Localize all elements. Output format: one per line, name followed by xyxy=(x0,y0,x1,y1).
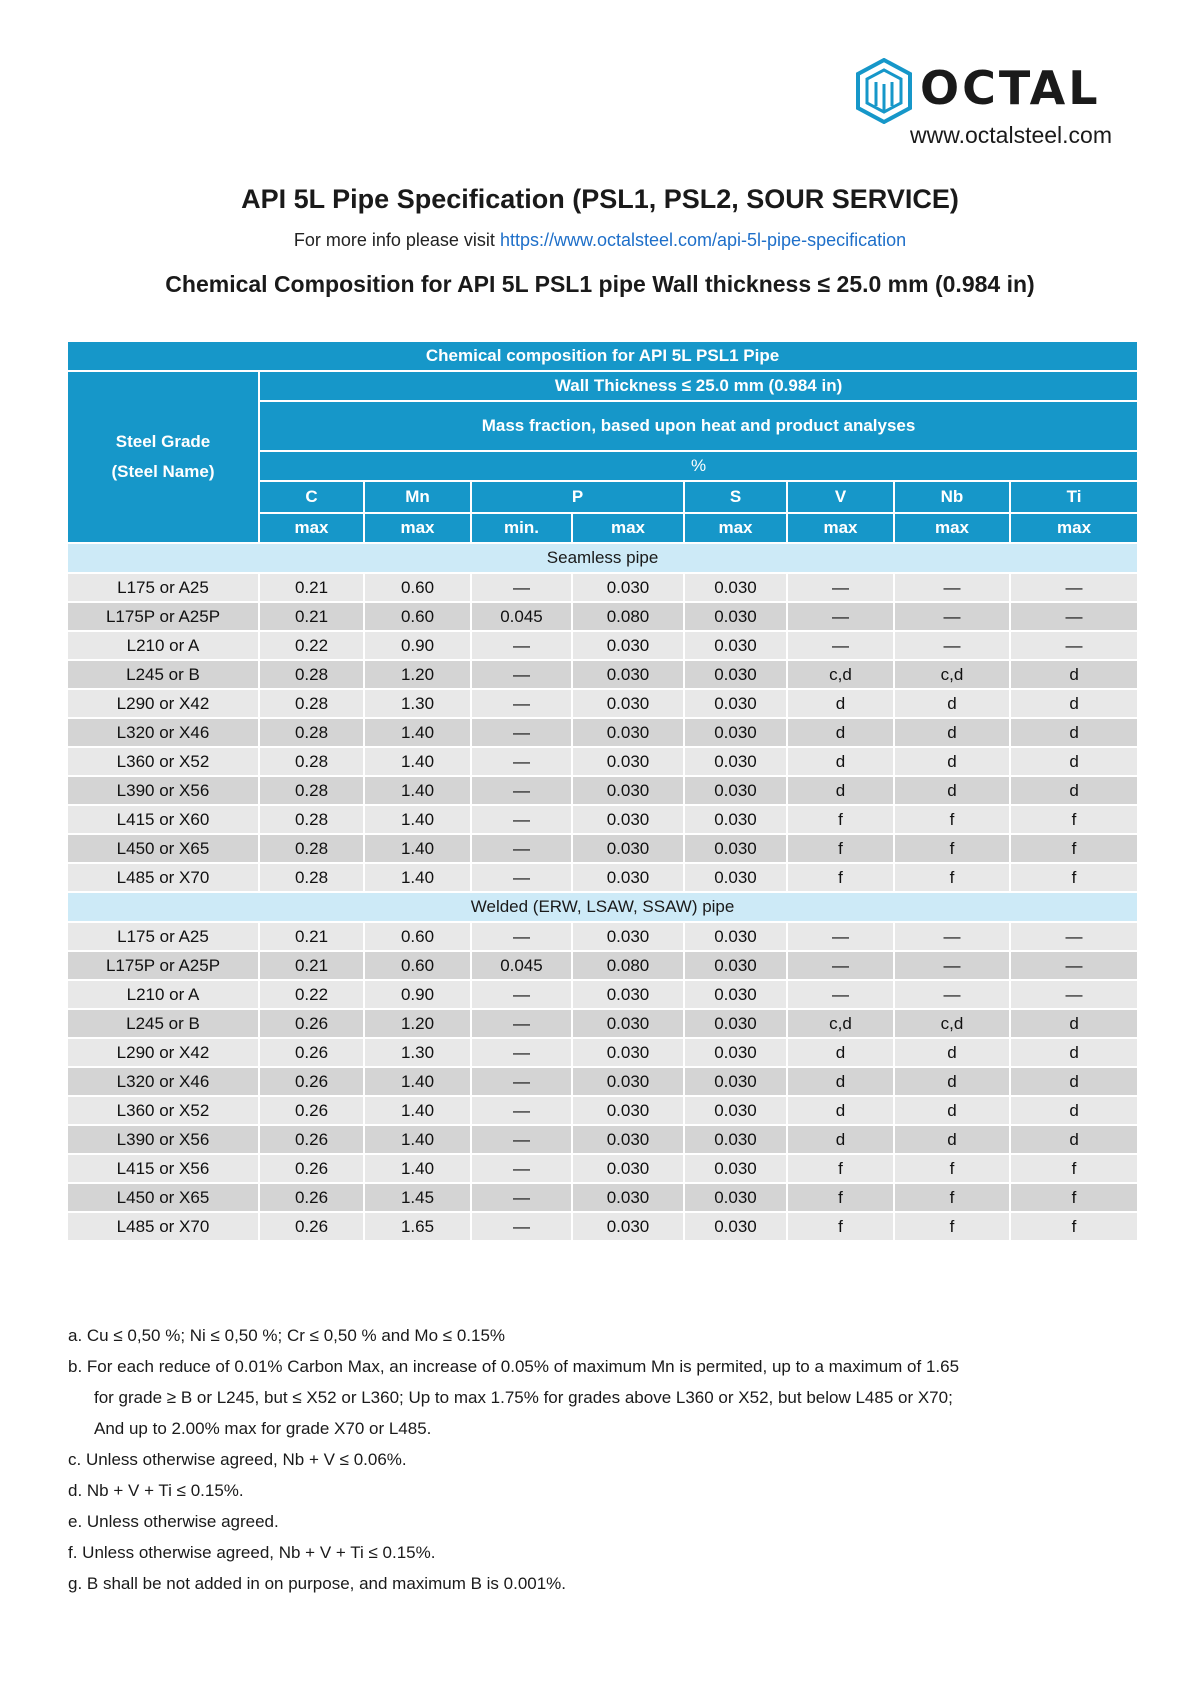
composition-cell: 0.030 xyxy=(684,602,787,631)
page-subtitle: Chemical Composition for API 5L PSL1 pipe Wall thickness ≤ 25.0 mm (0.984 in) xyxy=(165,271,1035,297)
table-row xyxy=(67,689,1138,718)
footnote xyxy=(68,1568,1148,1599)
steel-grade-cell: L175P or A25P xyxy=(67,951,259,980)
composition-cell: 0.030 xyxy=(684,689,787,718)
website-url[interactable]: www.octalsteel.com xyxy=(910,122,1112,148)
composition-cell: d xyxy=(894,1125,1010,1154)
composition-cell: 0.60 xyxy=(364,602,471,631)
composition-cell: d xyxy=(894,1096,1010,1125)
composition-cell: f xyxy=(787,863,894,892)
table-row xyxy=(67,1125,1138,1154)
table-row xyxy=(67,1009,1138,1038)
composition-cell: c,d xyxy=(894,660,1010,689)
steel-grade-cell: L175P or A25P xyxy=(67,602,259,631)
more-info-line xyxy=(0,230,1200,251)
composition-cell: 0.030 xyxy=(684,980,787,1009)
footnote-line: d. Nb + V + Ti ≤ 0.15%. xyxy=(68,1481,244,1500)
footnote-line: g. B shall be not added in on purpose, and maximum B is 0.001%. xyxy=(68,1574,567,1593)
composition-cell: 0.26 xyxy=(259,1038,364,1067)
composition-cell: 0.030 xyxy=(684,1096,787,1125)
composition-cell: 0.030 xyxy=(572,776,684,805)
table-row xyxy=(67,660,1138,689)
unit-header: % xyxy=(259,451,1138,481)
composition-cell: f xyxy=(1010,834,1138,863)
composition-cell: — xyxy=(471,1154,572,1183)
composition-cell: — xyxy=(1010,573,1138,602)
table-row xyxy=(67,863,1138,892)
composition-cell: 0.030 xyxy=(684,631,787,660)
composition-cell: 0.60 xyxy=(364,922,471,951)
table-row xyxy=(67,747,1138,776)
composition-cell: — xyxy=(894,631,1010,660)
composition-cell: — xyxy=(471,922,572,951)
steel-grade-cell: L210 or A xyxy=(67,631,259,660)
limit-header: max xyxy=(894,513,1010,543)
composition-cell: — xyxy=(471,863,572,892)
table-row xyxy=(67,922,1138,951)
table-row xyxy=(67,1183,1138,1212)
limit-header: max xyxy=(787,513,894,543)
steel-grade-cell: L320 or X46 xyxy=(67,1067,259,1096)
steel-grade-cell: L390 or X56 xyxy=(67,1125,259,1154)
composition-cell: d xyxy=(894,1067,1010,1096)
table-row xyxy=(67,573,1138,602)
composition-cell: d xyxy=(1010,1009,1138,1038)
steel-grade-cell: L290 or X42 xyxy=(67,1038,259,1067)
footnote xyxy=(68,1320,1148,1351)
composition-cell: d xyxy=(787,1038,894,1067)
composition-cell: 1.40 xyxy=(364,747,471,776)
composition-cell: 0.030 xyxy=(572,1212,684,1241)
composition-cell: 0.030 xyxy=(684,1038,787,1067)
composition-cell: f xyxy=(894,1154,1010,1183)
composition-cell: 0.030 xyxy=(572,1096,684,1125)
composition-cell: c,d xyxy=(894,1009,1010,1038)
composition-cell: d xyxy=(1010,660,1138,689)
table-row xyxy=(67,1096,1138,1125)
composition-cell: 0.030 xyxy=(572,980,684,1009)
steel-grade-cell: L450 or X65 xyxy=(67,1183,259,1212)
composition-cell: — xyxy=(471,834,572,863)
steel-grade-cell: L450 or X65 xyxy=(67,834,259,863)
composition-cell: — xyxy=(1010,980,1138,1009)
composition-cell: — xyxy=(894,602,1010,631)
table-row xyxy=(67,1154,1138,1183)
composition-cell: — xyxy=(471,747,572,776)
composition-cell: — xyxy=(471,1125,572,1154)
element-header-mn: Mn xyxy=(364,481,471,513)
composition-cell: — xyxy=(471,631,572,660)
composition-cell: d xyxy=(1010,1125,1138,1154)
composition-cell: 0.22 xyxy=(259,980,364,1009)
composition-cell: 1.30 xyxy=(364,1038,471,1067)
limit-header: max xyxy=(364,513,471,543)
composition-cell: — xyxy=(471,776,572,805)
composition-cell: c,d xyxy=(787,660,894,689)
table-row xyxy=(67,951,1138,980)
composition-cell: — xyxy=(787,922,894,951)
footnote-line: c. Unless otherwise agreed, Nb + V ≤ 0.06%. xyxy=(68,1450,407,1469)
composition-cell: f xyxy=(1010,805,1138,834)
composition-cell: — xyxy=(787,980,894,1009)
composition-cell: 0.21 xyxy=(259,951,364,980)
composition-cell: 0.030 xyxy=(572,922,684,951)
composition-cell: f xyxy=(894,805,1010,834)
composition-cell: d xyxy=(894,689,1010,718)
composition-cell: 1.40 xyxy=(364,863,471,892)
composition-cell: f xyxy=(1010,1154,1138,1183)
composition-cell: 1.65 xyxy=(364,1212,471,1241)
composition-cell: 0.90 xyxy=(364,631,471,660)
table-row xyxy=(67,1038,1138,1067)
steel-grade-cell: L360 or X52 xyxy=(67,747,259,776)
octal-cube-icon xyxy=(856,58,912,124)
page-title: API 5L Pipe Specification (PSL1, PSL2, SOUR SERVICE) xyxy=(241,184,959,214)
composition-cell: 0.030 xyxy=(572,1067,684,1096)
brand-logo xyxy=(856,58,1126,124)
composition-cell: 0.26 xyxy=(259,1096,364,1125)
composition-cell: — xyxy=(894,573,1010,602)
footnotes xyxy=(68,1320,1148,1599)
composition-cell: d xyxy=(894,718,1010,747)
composition-cell: d xyxy=(787,718,894,747)
composition-cell: 1.20 xyxy=(364,660,471,689)
limit-header: max xyxy=(572,513,684,543)
composition-cell: 0.030 xyxy=(572,1009,684,1038)
element-header-nb: Nb xyxy=(894,481,1010,513)
table-row xyxy=(67,1212,1138,1241)
composition-cell: d xyxy=(894,776,1010,805)
composition-cell: 0.045 xyxy=(471,951,572,980)
composition-cell: d xyxy=(787,1067,894,1096)
composition-cell: — xyxy=(471,718,572,747)
steel-grade-cell: L175 or A25 xyxy=(67,573,259,602)
composition-cell: 1.40 xyxy=(364,834,471,863)
steel-name-label: (Steel Name) xyxy=(111,462,215,481)
composition-cell: 1.40 xyxy=(364,718,471,747)
composition-cell: 0.030 xyxy=(572,689,684,718)
composition-cell: 0.030 xyxy=(572,631,684,660)
composition-cell: 0.28 xyxy=(259,834,364,863)
table-body xyxy=(67,543,1138,1241)
composition-cell: — xyxy=(1010,631,1138,660)
composition-cell: 1.40 xyxy=(364,805,471,834)
composition-cell: f xyxy=(1010,1183,1138,1212)
mass-fraction-header: Mass fraction, based upon heat and product analyses xyxy=(259,401,1138,451)
composition-cell: — xyxy=(894,980,1010,1009)
composition-cell: d xyxy=(787,747,894,776)
composition-cell: 1.40 xyxy=(364,776,471,805)
composition-cell: — xyxy=(471,573,572,602)
chemical-composition-table xyxy=(66,340,1139,1242)
composition-cell: 0.21 xyxy=(259,922,364,951)
composition-cell: 0.22 xyxy=(259,631,364,660)
composition-cell: — xyxy=(1010,602,1138,631)
composition-cell: — xyxy=(471,1038,572,1067)
composition-cell: — xyxy=(894,922,1010,951)
steel-grade-cell: L415 or X60 xyxy=(67,805,259,834)
composition-cell: f xyxy=(787,1183,894,1212)
steel-grade-cell: L390 or X56 xyxy=(67,776,259,805)
composition-cell: 0.030 xyxy=(684,1183,787,1212)
composition-cell: 0.030 xyxy=(684,805,787,834)
footnote xyxy=(68,1444,1148,1475)
element-header-c: C xyxy=(259,481,364,513)
composition-cell: 1.40 xyxy=(364,1154,471,1183)
steel-grade-cell: L485 or X70 xyxy=(67,1212,259,1241)
footnote-line: e. Unless otherwise agreed. xyxy=(68,1512,279,1531)
composition-cell: f xyxy=(787,1154,894,1183)
composition-cell: — xyxy=(471,980,572,1009)
composition-cell: — xyxy=(1010,922,1138,951)
composition-cell: f xyxy=(787,1212,894,1241)
composition-cell: 0.030 xyxy=(684,863,787,892)
composition-cell: 0.030 xyxy=(684,1067,787,1096)
steel-grade-cell: L360 or X52 xyxy=(67,1096,259,1125)
composition-cell: 0.030 xyxy=(684,834,787,863)
wall-thickness-header: Wall Thickness ≤ 25.0 mm (0.984 in) xyxy=(259,371,1138,401)
steel-grade-cell: L415 or X56 xyxy=(67,1154,259,1183)
composition-cell: — xyxy=(471,1183,572,1212)
limit-header: max xyxy=(1010,513,1138,543)
footnote-line: for grade ≥ B or L245, but ≤ X52 or L360; Up to max 1.75% for grades above L360 or X52, but below L485 or X70; xyxy=(94,1388,953,1407)
steel-grade-cell: L210 or A xyxy=(67,980,259,1009)
composition-cell: 0.28 xyxy=(259,776,364,805)
composition-cell: d xyxy=(1010,1096,1138,1125)
composition-cell: 0.28 xyxy=(259,660,364,689)
composition-cell: f xyxy=(894,863,1010,892)
composition-cell: 0.26 xyxy=(259,1009,364,1038)
composition-cell: d xyxy=(1010,1038,1138,1067)
table-row xyxy=(67,805,1138,834)
composition-cell: 0.030 xyxy=(684,1009,787,1038)
composition-cell: — xyxy=(787,573,894,602)
footnote xyxy=(68,1537,1148,1568)
composition-cell: f xyxy=(1010,1212,1138,1241)
composition-cell: 0.90 xyxy=(364,980,471,1009)
composition-cell: 0.030 xyxy=(572,718,684,747)
composition-cell: 0.60 xyxy=(364,573,471,602)
composition-cell: 0.26 xyxy=(259,1154,364,1183)
composition-cell: — xyxy=(471,805,572,834)
composition-cell: — xyxy=(471,660,572,689)
spec-link[interactable]: https://www.octalsteel.com/api-5l-pipe-specification xyxy=(499,230,907,250)
section-header: Welded (ERW, LSAW, SSAW) pipe xyxy=(67,892,1138,922)
composition-cell: d xyxy=(1010,776,1138,805)
composition-cell: 0.21 xyxy=(259,602,364,631)
footnote-line: b. For each reduce of 0.01% Carbon Max, an increase of 0.05% of maximum Mn is permited, up to a maximum of 1.65 xyxy=(68,1357,960,1376)
composition-cell: 0.030 xyxy=(684,1154,787,1183)
composition-cell: 0.030 xyxy=(684,1212,787,1241)
table-row xyxy=(67,602,1138,631)
composition-cell: — xyxy=(471,1009,572,1038)
brand-name: OCTAL xyxy=(920,61,1101,115)
composition-cell: — xyxy=(471,1096,572,1125)
composition-cell: 0.60 xyxy=(364,951,471,980)
composition-cell: 0.030 xyxy=(684,1125,787,1154)
composition-cell: 1.40 xyxy=(364,1125,471,1154)
composition-cell: 0.030 xyxy=(572,805,684,834)
composition-cell: d xyxy=(787,1096,894,1125)
composition-cell: f xyxy=(787,805,894,834)
composition-cell: d xyxy=(894,1038,1010,1067)
element-header-p: P xyxy=(471,481,684,513)
limit-header: min. xyxy=(471,513,572,543)
composition-cell: c,d xyxy=(787,1009,894,1038)
footnote xyxy=(68,1351,1148,1444)
composition-cell: 0.080 xyxy=(572,602,684,631)
composition-cell: d xyxy=(1010,747,1138,776)
composition-cell: 1.45 xyxy=(364,1183,471,1212)
composition-cell: 0.030 xyxy=(684,573,787,602)
composition-cell: 1.20 xyxy=(364,1009,471,1038)
composition-cell: 0.045 xyxy=(471,602,572,631)
steel-grade-cell: L245 or B xyxy=(67,1009,259,1038)
table-row xyxy=(67,631,1138,660)
composition-cell: 0.030 xyxy=(684,718,787,747)
composition-cell: 0.030 xyxy=(572,863,684,892)
table-caption: Chemical composition for API 5L PSL1 Pipe xyxy=(67,341,1138,371)
composition-cell: d xyxy=(787,1125,894,1154)
steel-grade-cell: L245 or B xyxy=(67,660,259,689)
more-info-prefix: For more info please visit xyxy=(293,230,500,250)
composition-cell: 0.28 xyxy=(259,805,364,834)
table-row xyxy=(67,718,1138,747)
composition-cell: f xyxy=(1010,863,1138,892)
composition-cell: f xyxy=(894,1183,1010,1212)
table-row xyxy=(67,980,1138,1009)
composition-cell: f xyxy=(787,834,894,863)
composition-cell: 0.030 xyxy=(572,747,684,776)
composition-cell: 0.030 xyxy=(572,1125,684,1154)
composition-cell: 1.40 xyxy=(364,1067,471,1096)
composition-cell: — xyxy=(471,1212,572,1241)
steel-grade-cell: L290 or X42 xyxy=(67,689,259,718)
composition-cell: 0.030 xyxy=(572,834,684,863)
limit-header: max xyxy=(684,513,787,543)
steel-grade-cell: L485 or X70 xyxy=(67,863,259,892)
composition-cell: 0.28 xyxy=(259,747,364,776)
composition-cell: 0.030 xyxy=(572,573,684,602)
composition-cell: 0.28 xyxy=(259,718,364,747)
composition-cell: 0.28 xyxy=(259,689,364,718)
composition-cell: 0.28 xyxy=(259,863,364,892)
composition-cell: f xyxy=(894,1212,1010,1241)
composition-cell: 0.26 xyxy=(259,1183,364,1212)
composition-cell: 1.30 xyxy=(364,689,471,718)
steel-grade-header xyxy=(67,371,259,543)
composition-cell: 0.030 xyxy=(684,951,787,980)
composition-cell: 0.030 xyxy=(572,1183,684,1212)
composition-cell: 0.030 xyxy=(572,660,684,689)
composition-cell: 0.030 xyxy=(572,1038,684,1067)
composition-cell: d xyxy=(787,776,894,805)
table-row xyxy=(67,834,1138,863)
composition-cell: — xyxy=(787,951,894,980)
composition-cell: — xyxy=(471,689,572,718)
composition-cell: 0.030 xyxy=(684,776,787,805)
composition-cell: d xyxy=(1010,718,1138,747)
steel-grade-cell: L320 or X46 xyxy=(67,718,259,747)
element-header-s: S xyxy=(684,481,787,513)
composition-cell: f xyxy=(894,834,1010,863)
composition-cell: — xyxy=(471,1067,572,1096)
section-header: Seamless pipe xyxy=(67,543,1138,573)
table-row xyxy=(67,776,1138,805)
composition-cell: d xyxy=(894,747,1010,776)
limit-header: max xyxy=(259,513,364,543)
composition-cell: 0.26 xyxy=(259,1125,364,1154)
composition-cell: 0.030 xyxy=(684,747,787,776)
composition-cell: 0.080 xyxy=(572,951,684,980)
composition-cell: 0.26 xyxy=(259,1212,364,1241)
element-header-v: V xyxy=(787,481,894,513)
footnote xyxy=(68,1506,1148,1537)
footnote-line: a. Cu ≤ 0,50 %; Ni ≤ 0,50 %; Cr ≤ 0,50 % and Mo ≤ 0.15% xyxy=(68,1326,506,1345)
footnote-line: f. Unless otherwise agreed, Nb + V + Ti ≤ 0.15%. xyxy=(68,1543,436,1562)
composition-cell: 1.40 xyxy=(364,1096,471,1125)
footnote xyxy=(68,1475,1148,1506)
composition-cell: — xyxy=(1010,951,1138,980)
composition-cell: d xyxy=(1010,1067,1138,1096)
composition-cell: d xyxy=(1010,689,1138,718)
composition-cell: — xyxy=(894,951,1010,980)
footnote-line: And up to 2.00% max for grade X70 or L485. xyxy=(94,1419,432,1438)
composition-cell: d xyxy=(787,689,894,718)
composition-cell: 0.26 xyxy=(259,1067,364,1096)
composition-cell: 0.030 xyxy=(684,660,787,689)
composition-cell: — xyxy=(787,602,894,631)
steel-grade-cell: L175 or A25 xyxy=(67,922,259,951)
composition-cell: 0.21 xyxy=(259,573,364,602)
element-header-ti: Ti xyxy=(1010,481,1138,513)
composition-cell: — xyxy=(787,631,894,660)
table-row xyxy=(67,1067,1138,1096)
steel-grade-label: Steel Grade xyxy=(115,432,211,451)
composition-cell: 0.030 xyxy=(572,1154,684,1183)
composition-cell: 0.030 xyxy=(684,922,787,951)
